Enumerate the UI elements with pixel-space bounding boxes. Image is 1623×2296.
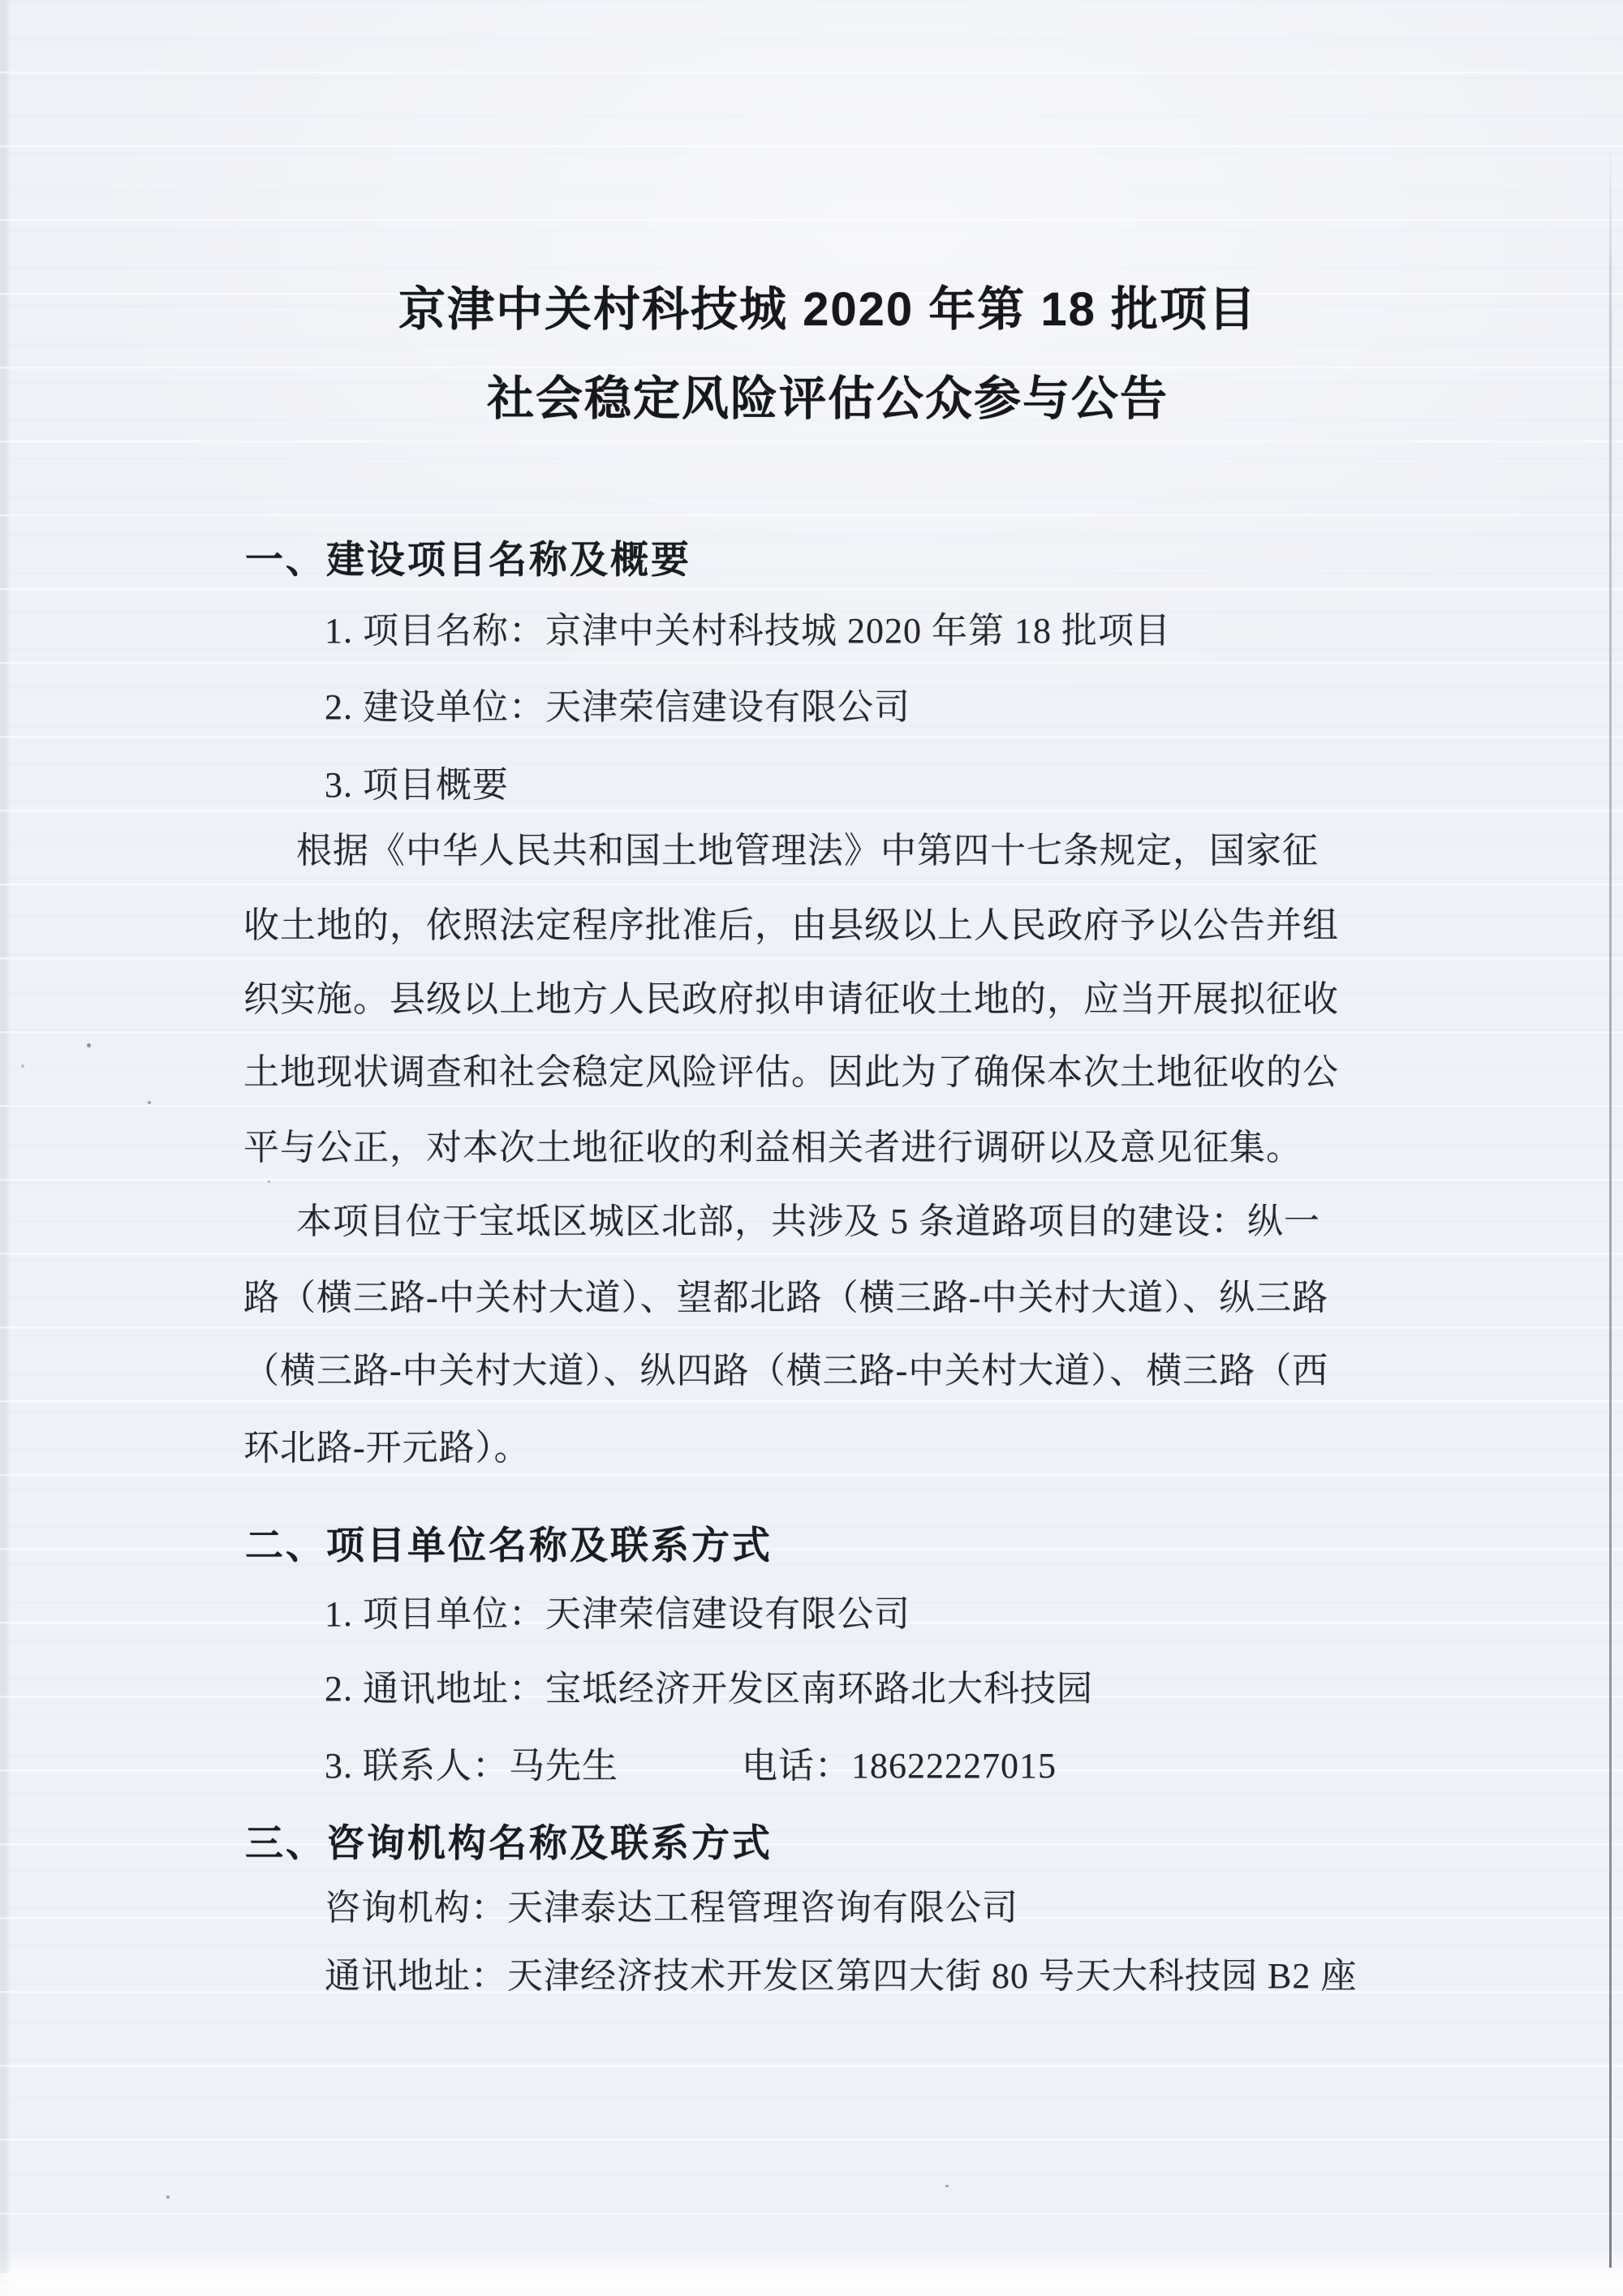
section2-item-mailing-address: 2. 通讯地址：宝坻经济开发区南环路北大科技园 xyxy=(325,1669,1093,1709)
section3-mailing-address: 通讯地址：天津经济技术开发区第四大街 80 号天大科技园 B2 座 xyxy=(325,1956,1358,1996)
scan-speck xyxy=(148,1101,151,1104)
scan-speck xyxy=(268,1180,270,1183)
paragraph1-line: 根据《中华人民共和国土地管理法》中第四十七条规定，国家征 xyxy=(296,831,1319,871)
document-title-line-1: 京津中关村科技城 2020 年第 18 批项目 xyxy=(398,283,1257,336)
page-right-edge-shadow xyxy=(1609,138,1612,2268)
section3-consulting-agency: 咨询机构：天津泰达工程管理咨询有限公司 xyxy=(325,1888,1018,1928)
section2-heading: 二、项目单位名称及联系方式 xyxy=(245,1524,773,1567)
document-title-line-2: 社会稳定风险评估公众参与公告 xyxy=(486,372,1169,425)
paragraph2-line: 环北路-开元路）。 xyxy=(243,1428,531,1468)
paragraph2-line: 本项目位于宝坻区城区北部，共涉及 5 条道路项目的建设：纵一 xyxy=(296,1202,1320,1241)
scan-speck xyxy=(87,1043,91,1047)
contact-phone-number: 电话：18622227015 xyxy=(742,1746,1057,1786)
scan-speck xyxy=(945,2185,949,2187)
paragraph1-line: 织实施。县级以上地方人民政府拟申请征收土地的，应当开展拟征收 xyxy=(243,979,1339,1019)
section1-item-construction-unit: 2. 建设单位：天津荣信建设有限公司 xyxy=(325,687,911,727)
section3-heading: 三、咨询机构名称及联系方式 xyxy=(245,1821,773,1864)
paragraph1-line: 土地现状调查和社会稳定风险评估。因此为了确保本次土地征收的公 xyxy=(243,1052,1339,1092)
page-bottom-light-strip xyxy=(0,2273,1623,2296)
section1-heading: 一、建设项目名称及概要 xyxy=(245,538,691,581)
section2-item-contact xyxy=(325,1742,1057,1791)
section1-item-project-name: 1. 项目名称：京津中关村科技城 2020 年第 18 批项目 xyxy=(325,611,1171,651)
paragraph1-line: 平与公正，对本次土地征收的利益相关者进行调研以及意见征集。 xyxy=(243,1128,1302,1167)
scan-speck xyxy=(166,2195,170,2199)
scan-speck xyxy=(21,1064,24,1068)
paragraph2-line: 路（横三路-中关村大道）、望都北路（横三路-中关村大道）、纵三路 xyxy=(243,1278,1329,1318)
contact-person-label: 3. 联系人：马先生 xyxy=(325,1746,618,1786)
paragraph2-line: （横三路-中关村大道）、纵四路（横三路-中关村大道）、横三路（西 xyxy=(243,1351,1329,1391)
paragraph1-line: 收土地的，依照法定程序批准后，由县级以上人民政府予以公告并组 xyxy=(243,905,1339,945)
section2-item-project-unit: 1. 项目单位：天津荣信建设有限公司 xyxy=(325,1594,911,1634)
section1-item-project-summary: 3. 项目概要 xyxy=(325,765,509,805)
